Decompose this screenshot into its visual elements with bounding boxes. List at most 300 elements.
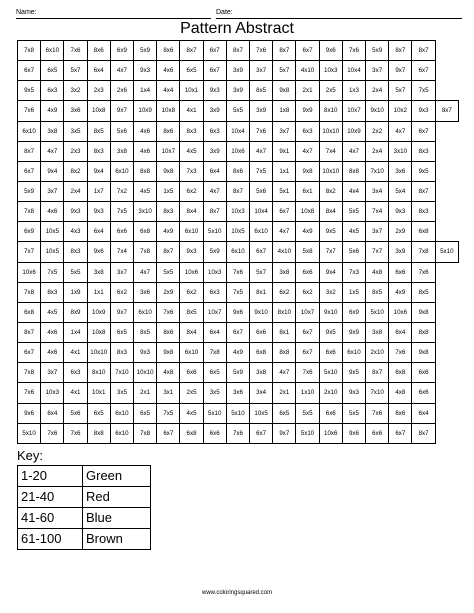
grid-cell[interactable]: 7x8 bbox=[134, 423, 157, 443]
grid-cell[interactable]: 3x7 bbox=[366, 61, 389, 81]
grid-cell[interactable]: 9x6 bbox=[342, 423, 365, 443]
grid-cell[interactable]: 4x7 bbox=[342, 141, 365, 161]
grid-cell[interactable]: 10x8 bbox=[296, 202, 319, 222]
grid-cell[interactable]: 6x10 bbox=[180, 343, 203, 363]
grid-cell[interactable]: 6x10 bbox=[110, 161, 133, 181]
grid-cell[interactable]: 9x8 bbox=[157, 161, 180, 181]
grid-cell[interactable]: 7x8 bbox=[18, 282, 41, 302]
grid-cell[interactable]: 9x7 bbox=[110, 101, 133, 121]
grid-cell[interactable]: 1x1 bbox=[87, 282, 110, 302]
grid-cell[interactable]: 7x5 bbox=[110, 202, 133, 222]
grid-cell[interactable]: 6x3 bbox=[203, 282, 226, 302]
grid-cell[interactable]: 5x6 bbox=[342, 242, 365, 262]
grid-cell[interactable]: 6x7 bbox=[18, 61, 41, 81]
grid-cell[interactable]: 8x7 bbox=[203, 202, 226, 222]
grid-cell[interactable]: 6x4 bbox=[412, 403, 435, 423]
grid-cell[interactable]: 5x9 bbox=[134, 41, 157, 61]
grid-cell[interactable]: 10x8 bbox=[157, 101, 180, 121]
grid-cell[interactable]: 8x4 bbox=[319, 202, 342, 222]
grid-cell[interactable]: 3x7 bbox=[41, 363, 64, 383]
grid-cell[interactable]: 7x8 bbox=[134, 242, 157, 262]
grid-cell[interactable]: 4x1 bbox=[180, 101, 203, 121]
grid-cell[interactable]: 7x5 bbox=[412, 81, 435, 101]
grid-cell[interactable]: 7x10 bbox=[366, 383, 389, 403]
grid-cell[interactable]: 3x7 bbox=[250, 61, 273, 81]
grid-cell[interactable]: 7x7 bbox=[366, 242, 389, 262]
grid-cell[interactable]: 7x6 bbox=[366, 403, 389, 423]
grid-cell[interactable]: 7x7 bbox=[319, 242, 342, 262]
grid-cell[interactable]: 8x5 bbox=[412, 282, 435, 302]
grid-cell[interactable]: 6x7 bbox=[250, 423, 273, 443]
grid-cell[interactable]: 6x6 bbox=[366, 423, 389, 443]
grid-cell[interactable]: 4x7 bbox=[296, 141, 319, 161]
grid-cell[interactable]: 5x7 bbox=[64, 61, 87, 81]
grid-cell[interactable]: 7x6 bbox=[41, 423, 64, 443]
grid-cell[interactable]: 9x4 bbox=[319, 262, 342, 282]
grid-cell[interactable]: 7x6 bbox=[64, 423, 87, 443]
grid-cell[interactable]: 9x10 bbox=[250, 302, 273, 322]
grid-cell[interactable]: 8x7 bbox=[366, 363, 389, 383]
grid-cell[interactable]: 2x3 bbox=[87, 81, 110, 101]
grid-cell[interactable]: 6x7 bbox=[203, 41, 226, 61]
grid-cell[interactable]: 10x5 bbox=[226, 222, 249, 242]
grid-cell[interactable]: 9x7 bbox=[273, 423, 296, 443]
grid-cell[interactable]: 3x7 bbox=[41, 181, 64, 201]
grid-cell[interactable]: 6x7 bbox=[412, 121, 435, 141]
grid-cell[interactable]: 3x8 bbox=[273, 262, 296, 282]
grid-cell[interactable]: 9x3 bbox=[134, 61, 157, 81]
grid-cell[interactable]: 9x5 bbox=[342, 363, 365, 383]
grid-cell[interactable]: 7x8 bbox=[18, 363, 41, 383]
grid-cell[interactable]: 10x9 bbox=[87, 302, 110, 322]
grid-cell[interactable]: 7x4 bbox=[366, 202, 389, 222]
grid-cell[interactable]: 9x6 bbox=[319, 41, 342, 61]
grid-cell[interactable]: 6x7 bbox=[203, 61, 226, 81]
grid-cell[interactable]: 8x4 bbox=[180, 322, 203, 342]
grid-cell[interactable]: 6x5 bbox=[110, 322, 133, 342]
grid-cell[interactable]: 1x4 bbox=[64, 322, 87, 342]
grid-cell[interactable]: 4x9 bbox=[296, 222, 319, 242]
grid-cell[interactable]: 2x4 bbox=[366, 81, 389, 101]
grid-cell[interactable]: 10x4 bbox=[342, 61, 365, 81]
grid-cell[interactable]: 9x6 bbox=[87, 242, 110, 262]
grid-cell[interactable]: 6x3 bbox=[41, 81, 64, 101]
grid-cell[interactable]: 5x10 bbox=[226, 403, 249, 423]
grid-cell[interactable]: 10x9 bbox=[342, 121, 365, 141]
grid-cell[interactable]: 4x7 bbox=[41, 141, 64, 161]
grid-cell[interactable]: 3x5 bbox=[64, 121, 87, 141]
grid-cell[interactable]: 4x8 bbox=[389, 383, 412, 403]
grid-cell[interactable]: 6x7 bbox=[18, 161, 41, 181]
grid-cell[interactable]: 8x7 bbox=[273, 41, 296, 61]
grid-cell[interactable]: 5x5 bbox=[157, 262, 180, 282]
grid-cell[interactable]: 3x10 bbox=[134, 202, 157, 222]
grid-cell[interactable]: 5x6 bbox=[64, 403, 87, 423]
grid-cell[interactable]: 3x2 bbox=[319, 282, 342, 302]
grid-cell[interactable]: 8x6 bbox=[157, 41, 180, 61]
grid-cell[interactable]: 7x8 bbox=[412, 242, 435, 262]
grid-cell[interactable]: 8x5 bbox=[180, 302, 203, 322]
grid-cell[interactable]: 3x9 bbox=[389, 242, 412, 262]
grid-cell[interactable]: 2x6 bbox=[110, 81, 133, 101]
grid-cell[interactable]: 6x6 bbox=[412, 383, 435, 403]
grid-cell[interactable]: 5x7 bbox=[250, 262, 273, 282]
grid-cell[interactable]: 9x5 bbox=[412, 161, 435, 181]
grid-cell[interactable]: 6x5 bbox=[134, 403, 157, 423]
grid-cell[interactable]: 10x7 bbox=[203, 302, 226, 322]
grid-cell[interactable]: 1x7 bbox=[87, 181, 110, 201]
grid-cell[interactable]: 1x5 bbox=[342, 282, 365, 302]
grid-cell[interactable]: 2x1 bbox=[273, 383, 296, 403]
grid-cell[interactable]: 6x3 bbox=[203, 121, 226, 141]
grid-cell[interactable]: 7x4 bbox=[110, 242, 133, 262]
grid-cell[interactable]: 6x7 bbox=[250, 242, 273, 262]
grid-cell[interactable]: 3x6 bbox=[134, 282, 157, 302]
grid-cell[interactable]: 10x6 bbox=[180, 262, 203, 282]
grid-cell[interactable]: 4x6 bbox=[41, 322, 64, 342]
grid-cell[interactable]: 3x9 bbox=[226, 61, 249, 81]
grid-cell[interactable]: 4x4 bbox=[157, 81, 180, 101]
grid-cell[interactable]: 9x4 bbox=[87, 161, 110, 181]
grid-cell[interactable]: 8x5 bbox=[250, 81, 273, 101]
grid-cell[interactable]: 8x7 bbox=[226, 41, 249, 61]
grid-cell[interactable]: 4x8 bbox=[366, 262, 389, 282]
grid-cell[interactable]: 3x6 bbox=[64, 101, 87, 121]
grid-cell[interactable]: 6x10 bbox=[110, 423, 133, 443]
grid-cell[interactable]: 8x2 bbox=[64, 161, 87, 181]
grid-cell[interactable]: 5x9 bbox=[203, 242, 226, 262]
grid-cell[interactable]: 5x10 bbox=[296, 423, 319, 443]
grid-cell[interactable]: 9x3 bbox=[64, 202, 87, 222]
grid-cell[interactable]: 7x6 bbox=[412, 262, 435, 282]
grid-cell[interactable]: 6x4 bbox=[87, 222, 110, 242]
grid-cell[interactable]: 6x9 bbox=[342, 302, 365, 322]
grid-cell[interactable]: 9x8 bbox=[412, 343, 435, 363]
grid-cell[interactable]: 9x3 bbox=[342, 383, 365, 403]
grid-cell[interactable]: 5x6 bbox=[250, 181, 273, 201]
grid-cell[interactable]: 7x6 bbox=[342, 41, 365, 61]
grid-cell[interactable]: 10x8 bbox=[87, 322, 110, 342]
grid-cell[interactable]: 8x7 bbox=[412, 423, 435, 443]
grid-cell[interactable]: 3x1 bbox=[157, 383, 180, 403]
grid-cell[interactable]: 6x10 bbox=[134, 302, 157, 322]
grid-cell[interactable]: 3x7 bbox=[110, 262, 133, 282]
grid-cell[interactable]: 9x6 bbox=[18, 403, 41, 423]
grid-cell[interactable]: 7x8 bbox=[18, 41, 41, 61]
grid-cell[interactable]: 1x3 bbox=[342, 81, 365, 101]
grid-cell[interactable]: 2x1 bbox=[296, 81, 319, 101]
grid-cell[interactable]: 8x9 bbox=[64, 302, 87, 322]
grid-cell[interactable]: 6x4 bbox=[87, 61, 110, 81]
grid-cell[interactable]: 8x3 bbox=[41, 282, 64, 302]
grid-cell[interactable]: 7x10 bbox=[366, 161, 389, 181]
grid-cell[interactable]: 6x7 bbox=[296, 322, 319, 342]
grid-cell[interactable]: 4x9 bbox=[226, 343, 249, 363]
grid-cell[interactable]: 6x8 bbox=[389, 363, 412, 383]
grid-cell[interactable]: 6x4 bbox=[203, 161, 226, 181]
grid-cell[interactable]: 9x6 bbox=[226, 302, 249, 322]
grid-cell[interactable]: 4x1 bbox=[64, 343, 87, 363]
grid-cell[interactable]: 8x5 bbox=[366, 282, 389, 302]
grid-cell[interactable]: 7x6 bbox=[18, 383, 41, 403]
grid-cell[interactable]: 3x2 bbox=[64, 81, 87, 101]
grid-cell[interactable]: 6x5 bbox=[41, 61, 64, 81]
grid-cell[interactable]: 10x5 bbox=[41, 222, 64, 242]
grid-cell[interactable]: 8x3 bbox=[87, 141, 110, 161]
grid-cell[interactable]: 10x6 bbox=[389, 302, 412, 322]
grid-cell[interactable]: 3x7 bbox=[366, 222, 389, 242]
grid-cell[interactable]: 8x6 bbox=[87, 41, 110, 61]
grid-cell[interactable]: 3x9 bbox=[203, 141, 226, 161]
grid-cell[interactable]: 3x10 bbox=[389, 141, 412, 161]
grid-cell[interactable]: 5x4 bbox=[389, 181, 412, 201]
grid-cell[interactable]: 3x8 bbox=[366, 322, 389, 342]
grid-cell[interactable]: 7x2 bbox=[110, 181, 133, 201]
grid-cell[interactable]: 5x10 bbox=[366, 302, 389, 322]
grid-cell[interactable]: 9x3 bbox=[203, 81, 226, 101]
grid-cell[interactable]: 9x5 bbox=[18, 81, 41, 101]
grid-cell[interactable]: 8x7 bbox=[435, 101, 458, 121]
grid-cell[interactable]: 1x5 bbox=[157, 181, 180, 201]
grid-cell[interactable]: 8x10 bbox=[319, 101, 342, 121]
grid-cell[interactable]: 8x7 bbox=[18, 322, 41, 342]
grid-cell[interactable]: 9x10 bbox=[366, 101, 389, 121]
grid-cell[interactable]: 6x7 bbox=[412, 61, 435, 81]
grid-cell[interactable]: 6x7 bbox=[226, 322, 249, 342]
grid-cell[interactable]: 2x5 bbox=[180, 383, 203, 403]
grid-cell[interactable]: 10x1 bbox=[87, 383, 110, 403]
grid-cell[interactable]: 5x6 bbox=[110, 121, 133, 141]
grid-cell[interactable]: 10x3 bbox=[41, 383, 64, 403]
grid-cell[interactable]: 3x9 bbox=[226, 81, 249, 101]
grid-cell[interactable]: 6x7 bbox=[296, 343, 319, 363]
grid-cell[interactable]: 2x4 bbox=[366, 141, 389, 161]
grid-cell[interactable]: 10x9 bbox=[134, 101, 157, 121]
grid-cell[interactable]: 4x10 bbox=[273, 242, 296, 262]
grid-cell[interactable]: 7x8 bbox=[18, 202, 41, 222]
grid-cell[interactable]: 6x7 bbox=[273, 202, 296, 222]
grid-cell[interactable]: 4x7 bbox=[134, 262, 157, 282]
grid-cell[interactable]: 7x6 bbox=[250, 41, 273, 61]
grid-cell[interactable]: 10x1 bbox=[180, 81, 203, 101]
grid-cell[interactable]: 6x6 bbox=[389, 403, 412, 423]
grid-cell[interactable]: 9x8 bbox=[296, 161, 319, 181]
grid-cell[interactable]: 10x4 bbox=[226, 121, 249, 141]
grid-cell[interactable]: 1x8 bbox=[273, 101, 296, 121]
grid-cell[interactable]: 7x5 bbox=[41, 262, 64, 282]
grid-cell[interactable]: 9x4 bbox=[41, 161, 64, 181]
grid-cell[interactable]: 9x8 bbox=[273, 81, 296, 101]
grid-cell[interactable]: 6x6 bbox=[319, 343, 342, 363]
grid-cell[interactable]: 8x1 bbox=[250, 282, 273, 302]
grid-cell[interactable]: 8x7 bbox=[412, 181, 435, 201]
grid-cell[interactable]: 4x8 bbox=[157, 363, 180, 383]
grid-cell[interactable]: 8x7 bbox=[226, 181, 249, 201]
grid-cell[interactable]: 6x3 bbox=[64, 363, 87, 383]
grid-cell[interactable]: 4x6 bbox=[41, 202, 64, 222]
grid-cell[interactable]: 5x9 bbox=[366, 41, 389, 61]
grid-cell[interactable]: 2x4 bbox=[64, 181, 87, 201]
grid-cell[interactable]: 6x4 bbox=[389, 322, 412, 342]
grid-cell[interactable]: 10x5 bbox=[41, 242, 64, 262]
grid-cell[interactable]: 4x5 bbox=[180, 141, 203, 161]
grid-cell[interactable]: 7x6 bbox=[18, 101, 41, 121]
grid-cell[interactable]: 8x3 bbox=[157, 202, 180, 222]
grid-cell[interactable]: 10x3 bbox=[203, 262, 226, 282]
grid-cell[interactable]: 6x6 bbox=[180, 363, 203, 383]
grid-cell[interactable]: 4x5 bbox=[134, 181, 157, 201]
grid-cell[interactable]: 4x3 bbox=[64, 222, 87, 242]
grid-cell[interactable]: 9x3 bbox=[134, 343, 157, 363]
grid-cell[interactable]: 10x8 bbox=[87, 101, 110, 121]
grid-cell[interactable]: 6x6 bbox=[296, 262, 319, 282]
grid-cell[interactable]: 7x4 bbox=[319, 141, 342, 161]
grid-cell[interactable]: 10x7 bbox=[296, 302, 319, 322]
grid-cell[interactable]: 4x6 bbox=[41, 343, 64, 363]
grid-cell[interactable]: 5x5 bbox=[296, 403, 319, 423]
grid-cell[interactable]: 6x2 bbox=[273, 282, 296, 302]
grid-cell[interactable]: 4x7 bbox=[203, 181, 226, 201]
grid-cell[interactable]: 4x4 bbox=[342, 181, 365, 201]
grid-cell[interactable]: 2x1 bbox=[134, 383, 157, 403]
grid-cell[interactable]: 10x10 bbox=[87, 343, 110, 363]
grid-cell[interactable]: 5x10 bbox=[203, 222, 226, 242]
grid-cell[interactable]: 6x2 bbox=[110, 282, 133, 302]
grid-cell[interactable]: 7x6 bbox=[226, 262, 249, 282]
grid-cell[interactable]: 5x10 bbox=[319, 363, 342, 383]
grid-cell[interactable]: 10x6 bbox=[18, 262, 41, 282]
grid-cell[interactable]: 8x7 bbox=[157, 242, 180, 262]
grid-cell[interactable]: 6x9 bbox=[110, 41, 133, 61]
grid-cell[interactable]: 4x7 bbox=[250, 141, 273, 161]
grid-cell[interactable]: 8x7 bbox=[389, 41, 412, 61]
grid-cell[interactable]: 5x10 bbox=[435, 242, 458, 262]
grid-cell[interactable]: 8x1 bbox=[273, 322, 296, 342]
grid-cell[interactable]: 6x5 bbox=[273, 403, 296, 423]
grid-cell[interactable]: 3x9 bbox=[250, 101, 273, 121]
grid-cell[interactable]: 7x6 bbox=[157, 302, 180, 322]
grid-cell[interactable]: 8x2 bbox=[319, 181, 342, 201]
grid-cell[interactable]: 3x6 bbox=[389, 161, 412, 181]
grid-cell[interactable]: 8x3 bbox=[412, 141, 435, 161]
grid-cell[interactable]: 8x8 bbox=[342, 161, 365, 181]
grid-cell[interactable]: 8x6 bbox=[157, 322, 180, 342]
grid-cell[interactable]: 10x10 bbox=[319, 121, 342, 141]
grid-cell[interactable]: 6x8 bbox=[180, 423, 203, 443]
grid-cell[interactable]: 9x10 bbox=[319, 302, 342, 322]
grid-cell[interactable]: 4x6 bbox=[157, 61, 180, 81]
grid-cell[interactable]: 7x5 bbox=[157, 403, 180, 423]
grid-cell[interactable]: 6x4 bbox=[41, 403, 64, 423]
grid-cell[interactable]: 4x7 bbox=[273, 222, 296, 242]
grid-cell[interactable]: 5x5 bbox=[342, 403, 365, 423]
grid-cell[interactable]: 4x6 bbox=[134, 141, 157, 161]
grid-cell[interactable]: 10x2 bbox=[389, 101, 412, 121]
grid-cell[interactable]: 6x6 bbox=[412, 363, 435, 383]
grid-cell[interactable]: 9x8 bbox=[157, 343, 180, 363]
grid-cell[interactable]: 8x10 bbox=[87, 363, 110, 383]
grid-cell[interactable]: 8x7 bbox=[180, 41, 203, 61]
grid-cell[interactable]: 5x9 bbox=[226, 363, 249, 383]
grid-cell[interactable]: 9x1 bbox=[273, 141, 296, 161]
grid-cell[interactable]: 3x8 bbox=[250, 363, 273, 383]
grid-cell[interactable]: 1x1 bbox=[273, 161, 296, 181]
grid-cell[interactable]: 5x9 bbox=[18, 181, 41, 201]
grid-cell[interactable]: 6x2 bbox=[180, 282, 203, 302]
grid-cell[interactable]: 4x1 bbox=[64, 383, 87, 403]
grid-cell[interactable]: 6x10 bbox=[18, 121, 41, 141]
grid-cell[interactable]: 5x8 bbox=[296, 242, 319, 262]
grid-cell[interactable]: 6x6 bbox=[250, 322, 273, 342]
grid-cell[interactable]: 7x6 bbox=[296, 363, 319, 383]
grid-cell[interactable]: 10x7 bbox=[342, 101, 365, 121]
grid-cell[interactable]: 9x7 bbox=[110, 302, 133, 322]
grid-cell[interactable]: 3x4 bbox=[366, 181, 389, 201]
grid-cell[interactable]: 1x10 bbox=[296, 383, 319, 403]
grid-cell[interactable]: 8x3 bbox=[110, 343, 133, 363]
grid-cell[interactable]: 9x9 bbox=[296, 101, 319, 121]
grid-cell[interactable]: 4x5 bbox=[342, 222, 365, 242]
grid-cell[interactable]: 6x10 bbox=[250, 222, 273, 242]
grid-cell[interactable]: 7x3 bbox=[342, 262, 365, 282]
grid-cell[interactable]: 4x9 bbox=[157, 222, 180, 242]
grid-cell[interactable]: 2x3 bbox=[64, 141, 87, 161]
grid-cell[interactable]: 10x10 bbox=[134, 363, 157, 383]
grid-cell[interactable]: 6x6 bbox=[110, 222, 133, 242]
grid-cell[interactable]: 9x3 bbox=[412, 101, 435, 121]
grid-cell[interactable]: 7x3 bbox=[180, 161, 203, 181]
grid-cell[interactable]: 8x3 bbox=[412, 202, 435, 222]
grid-cell[interactable]: 7x6 bbox=[226, 423, 249, 443]
grid-cell[interactable]: 8x8 bbox=[273, 343, 296, 363]
grid-cell[interactable]: 6x7 bbox=[18, 343, 41, 363]
grid-cell[interactable]: 3x6 bbox=[226, 383, 249, 403]
grid-cell[interactable]: 8x5 bbox=[134, 322, 157, 342]
grid-cell[interactable]: 10x3 bbox=[319, 61, 342, 81]
grid-cell[interactable]: 4x5 bbox=[41, 302, 64, 322]
grid-cell[interactable]: 6x5 bbox=[180, 61, 203, 81]
grid-cell[interactable]: 5x5 bbox=[342, 202, 365, 222]
grid-cell[interactable]: 7x5 bbox=[250, 161, 273, 181]
grid-cell[interactable]: 6x10 bbox=[342, 343, 365, 363]
grid-cell[interactable]: 5x5 bbox=[226, 101, 249, 121]
grid-cell[interactable]: 9x3 bbox=[87, 202, 110, 222]
grid-cell[interactable]: 6x7 bbox=[389, 423, 412, 443]
grid-cell[interactable]: 9x3 bbox=[389, 202, 412, 222]
grid-cell[interactable]: 2x9 bbox=[157, 282, 180, 302]
grid-cell[interactable]: 3x9 bbox=[203, 101, 226, 121]
grid-cell[interactable]: 8x10 bbox=[273, 302, 296, 322]
grid-cell[interactable]: 6x10 bbox=[226, 242, 249, 262]
grid-cell[interactable]: 2x9 bbox=[389, 222, 412, 242]
grid-cell[interactable]: 4x10 bbox=[296, 61, 319, 81]
grid-cell[interactable]: 7x7 bbox=[18, 242, 41, 262]
grid-cell[interactable]: 4x7 bbox=[389, 121, 412, 141]
grid-cell[interactable]: 7x5 bbox=[226, 282, 249, 302]
grid-cell[interactable]: 10x7 bbox=[157, 141, 180, 161]
grid-cell[interactable]: 8x8 bbox=[134, 161, 157, 181]
grid-cell[interactable]: 4x7 bbox=[110, 61, 133, 81]
grid-cell[interactable]: 3x5 bbox=[203, 383, 226, 403]
grid-cell[interactable]: 2x2 bbox=[366, 121, 389, 141]
grid-cell[interactable]: 9x7 bbox=[389, 61, 412, 81]
grid-cell[interactable]: 7x6 bbox=[250, 121, 273, 141]
grid-cell[interactable]: 8x7 bbox=[18, 141, 41, 161]
grid-cell[interactable]: 10x6 bbox=[319, 423, 342, 443]
grid-cell[interactable]: 5x10 bbox=[203, 403, 226, 423]
grid-cell[interactable]: 8x7 bbox=[412, 41, 435, 61]
grid-cell[interactable]: 2x5 bbox=[319, 81, 342, 101]
